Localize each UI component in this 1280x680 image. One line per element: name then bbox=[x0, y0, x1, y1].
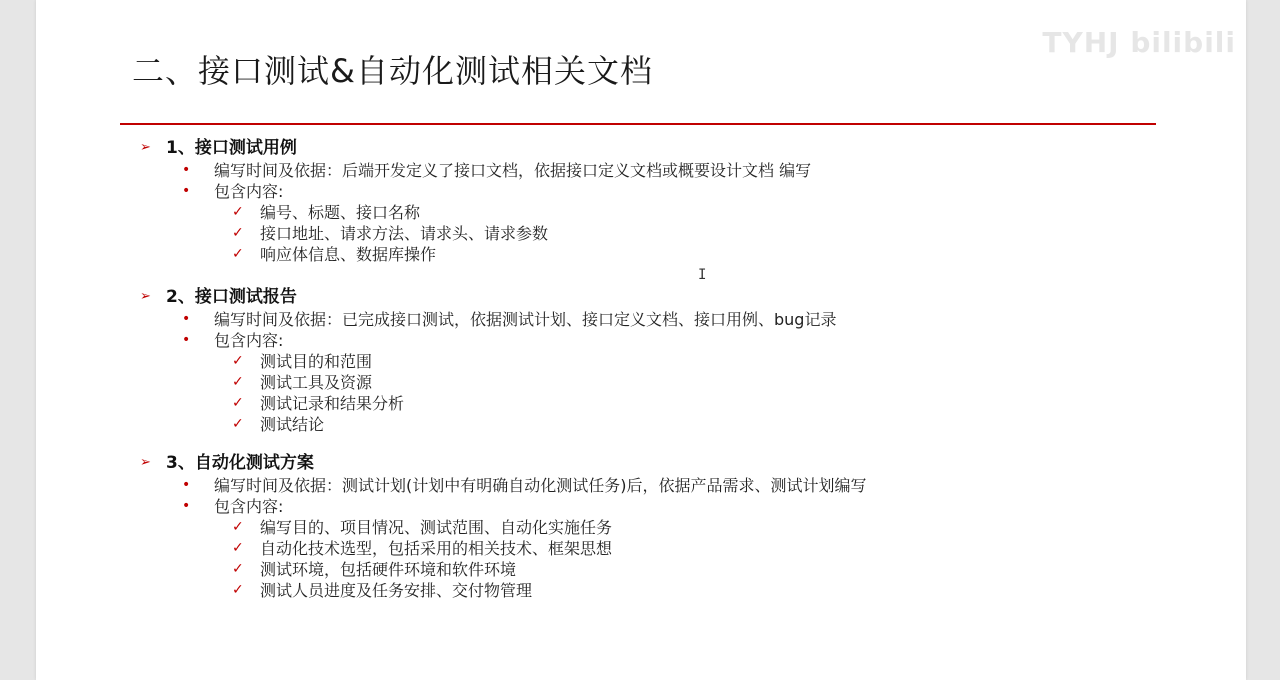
bullet-basis bbox=[140, 160, 1040, 181]
bullet-text: 包含内容: bbox=[214, 182, 284, 201]
arrow-right-icon: ➢ bbox=[140, 455, 151, 470]
list-item bbox=[140, 351, 1040, 372]
section-title: 3、自动化测试方案 bbox=[166, 453, 314, 473]
bullet-contents bbox=[140, 496, 1040, 517]
checkmark-icon: ✓ bbox=[232, 519, 244, 535]
list-item bbox=[140, 517, 1040, 538]
bullet-text: 编写时间及依据：已完成接口测试，依据测试计划、接口定义文档、接口用例、bug记录 bbox=[214, 310, 837, 329]
list-item-text: 自动化技术选型，包括采用的相关技术、框架思想 bbox=[260, 539, 613, 558]
bullet-dot-icon: • bbox=[182, 311, 191, 327]
bullet-basis bbox=[140, 309, 1040, 330]
list-item-text: 测试结论 bbox=[260, 415, 325, 434]
list-item-text: 测试环境，包括硬件环境和软件环境 bbox=[260, 560, 517, 579]
list-item bbox=[140, 559, 1040, 580]
checkmark-icon: ✓ bbox=[232, 416, 244, 432]
bullet-dot-icon: • bbox=[182, 477, 191, 493]
bullet-basis bbox=[140, 475, 1040, 496]
checkmark-icon: ✓ bbox=[232, 353, 244, 369]
list-item bbox=[140, 414, 1040, 435]
slide bbox=[36, 0, 1246, 680]
bullet-text: 编写时间及依据：测试计划(计划中有明确自动化测试任务)后，依据产品需求、测试计划编写 bbox=[214, 476, 867, 495]
checkmark-icon: ✓ bbox=[232, 582, 244, 598]
section-heading bbox=[140, 451, 1040, 475]
section-2 bbox=[140, 285, 1040, 435]
arrow-right-icon: ➢ bbox=[140, 140, 151, 155]
watermark: TYHJ bilibili bbox=[1042, 26, 1236, 59]
list-item bbox=[140, 580, 1040, 601]
bullet-dot-icon: • bbox=[182, 498, 191, 514]
bullet-contents bbox=[140, 181, 1040, 202]
section-title: 2、接口测试报告 bbox=[166, 287, 297, 307]
list-item-text: 测试记录和结果分析 bbox=[260, 394, 405, 413]
checkmark-icon: ✓ bbox=[232, 204, 244, 220]
bullet-text: 包含内容: bbox=[214, 497, 284, 516]
section-3 bbox=[140, 451, 1040, 601]
checkmark-icon: ✓ bbox=[232, 374, 244, 390]
arrow-right-icon: ➢ bbox=[140, 289, 151, 304]
list-item-text: 测试工具及资源 bbox=[260, 373, 373, 392]
list-item bbox=[140, 393, 1040, 414]
list-item bbox=[140, 372, 1040, 393]
bullet-dot-icon: • bbox=[182, 332, 191, 348]
section-heading bbox=[140, 285, 1040, 309]
checkmark-icon: ✓ bbox=[232, 561, 244, 577]
list-item bbox=[140, 244, 1040, 265]
bullet-contents bbox=[140, 330, 1040, 351]
checkmark-icon: ✓ bbox=[232, 540, 244, 556]
bullet-text: 包含内容: bbox=[214, 331, 284, 350]
list-item bbox=[140, 223, 1040, 244]
section-list bbox=[140, 136, 1040, 621]
list-item-text: 响应体信息、数据库操作 bbox=[260, 245, 437, 264]
list-item-text: 接口地址、请求方法、请求头、请求参数 bbox=[260, 224, 549, 243]
bullet-text: 编写时间及依据：后端开发定义了接口文档，依据接口定义文档或概要设计文档 编写 bbox=[214, 161, 812, 180]
bullet-dot-icon: • bbox=[182, 162, 191, 178]
bullet-dot-icon: • bbox=[182, 183, 191, 199]
list-item-text: 测试人员进度及任务安排、交付物管理 bbox=[260, 581, 533, 600]
list-item bbox=[140, 538, 1040, 559]
list-item-text: 编写目的、项目情况、测试范围、自动化实施任务 bbox=[260, 518, 613, 537]
section-heading bbox=[140, 136, 1040, 160]
section-title: 1、接口测试用例 bbox=[166, 138, 297, 158]
list-item-text: 测试目的和范围 bbox=[260, 352, 373, 371]
checkmark-icon: ✓ bbox=[232, 225, 244, 241]
checkmark-icon: ✓ bbox=[232, 246, 244, 262]
slide-title: 二、接口测试&自动化测试相关文档 bbox=[132, 52, 653, 90]
section-1 bbox=[140, 136, 1040, 265]
list-item bbox=[140, 202, 1040, 223]
checkmark-icon: ✓ bbox=[232, 395, 244, 411]
title-divider bbox=[120, 123, 1156, 125]
text-cursor-icon: I bbox=[698, 267, 707, 283]
list-item-text: 编号、标题、接口名称 bbox=[260, 203, 421, 222]
